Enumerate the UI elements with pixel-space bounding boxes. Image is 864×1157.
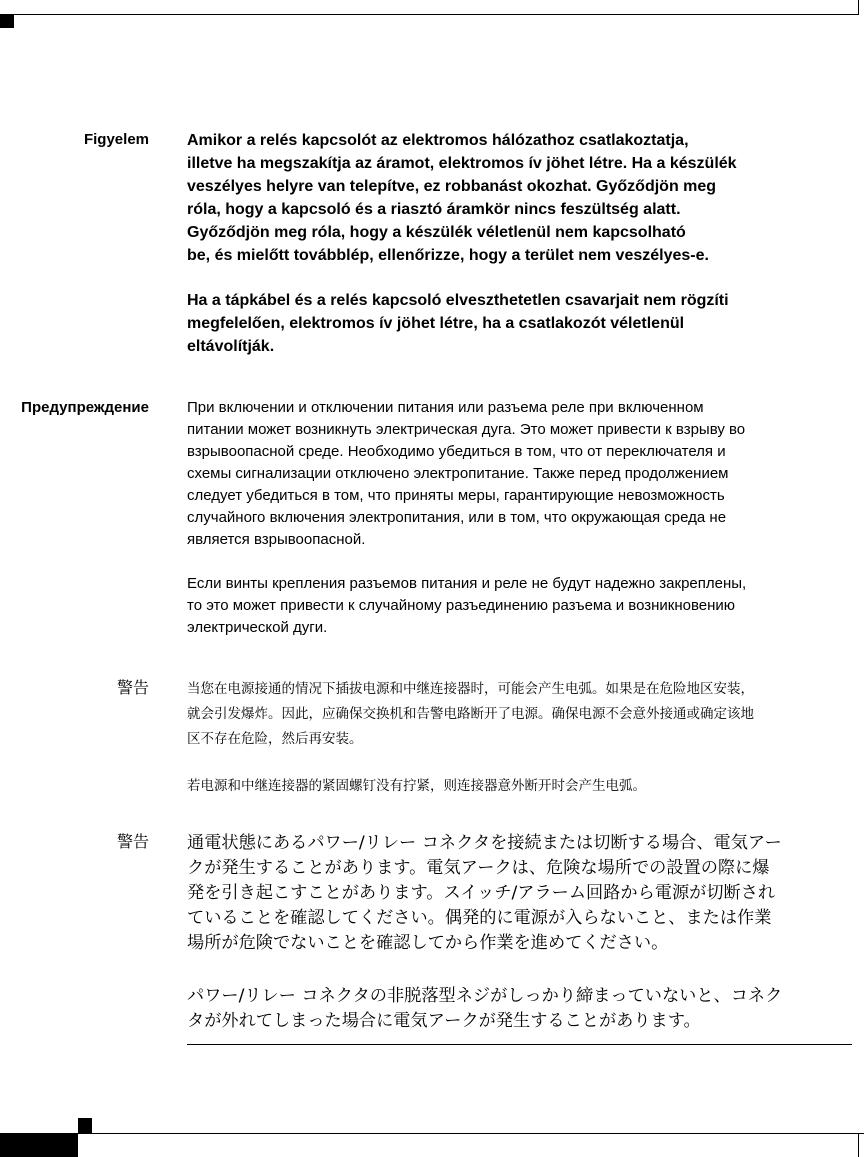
text-line: be, és mielőtt továbblép, ellenőrizze, hogy a terület nem veszélyes-e. [187, 247, 709, 264]
text-line: illetve ha megszakítja az áramot, elektromos ív jöhet létre. Ha a készülék [187, 155, 737, 172]
footer-marker [78, 1118, 92, 1133]
warning-label-hungarian: Figyelem [83, 131, 149, 148]
text-line: róla, hogy a kapcsoló és a riasztó áramkör nincs feszültség alatt. [187, 201, 681, 218]
text-line: 当您在电源接通的情况下插拔电源和中继连接器时，可能会产生电弧。如果是在危险地区安装， [187, 681, 754, 697]
paragraph [187, 573, 857, 639]
text-line: eltávolítják. [187, 338, 275, 355]
text-line: 場所が危険でないことを確認してから作業を進めてください。 [187, 933, 669, 953]
footer-corner-tick [858, 1133, 859, 1157]
text-line: Győződjön meg róla, hogy a készülék véletlenül nem kapcsolható [187, 224, 686, 241]
paragraph [187, 984, 857, 1034]
warning-label-japanese: 警告 [116, 832, 149, 851]
paragraph [187, 774, 857, 799]
text-line: 区不存在危险，然后再安装。 [187, 731, 363, 747]
text-line: 発を引き起こすことがあります。スイッチ/アラーム回路から電源が切断され [187, 883, 776, 903]
text-line: следует убедиться в том, что приняты меры, гарантирующие невозможность [187, 487, 725, 504]
text-line: Если винты крепления разъемов питания и реле не будут надежно закреплены, [187, 575, 747, 592]
text-line: ていることを確認してください。偶発的に電源が入らないこと、または作業 [187, 908, 772, 928]
section-end-rule [187, 1044, 852, 1045]
paragraph [187, 397, 857, 551]
warning-label-chinese: 警告 [116, 678, 149, 697]
text-line: то это может привести к случайному разъединению разъема и возникновению [187, 597, 736, 614]
footer-rule [0, 1133, 864, 1134]
text-line: 通電状態にあるパワー/リレー コネクタを接続または切断する場合、電気アー [187, 833, 782, 853]
paragraph [187, 289, 857, 358]
warning-body-russian [187, 397, 857, 639]
text-line: случайного включения электропитания, или в том, что окружающая среда не [187, 509, 727, 526]
text-line: является взрывоопасной. [187, 531, 366, 548]
text-line: クが発生することがあります。電気アークは、危険な場所での設置の際に爆 [187, 858, 770, 878]
text-line: veszélyes helyre van telepítve, ez robbanást okozhat. Győződjön meg [187, 178, 717, 195]
header-rule [0, 14, 859, 15]
text-line: схемы сигнализации отключено электропитание. Также перед продолжением [187, 465, 729, 482]
text-line: Amikor a relés kapcsolót az elektromos hálózathoz csatlakoztatja, [187, 132, 689, 149]
text-line: megfelelően, elektromos ív jöhet létre, ha a csatlakozót véletlenül [187, 315, 685, 332]
text-line: Ha a tápkábel és a relés kapcsoló elveszthetetlen csavarjait nem rögzíti [187, 292, 729, 309]
header-corner-tick [858, 0, 859, 15]
text-line: питании может возникнуть электрическая дуга. Это может привести к взрыву во [187, 421, 746, 438]
text-line: взрывоопасной среде. Необходимо убедиться в том, что от переключателя и [187, 443, 726, 460]
text-line: パワー/リレー コネクタの非脱落型ネジがしっかり締まっていないと、コネク [187, 986, 783, 1006]
warning-body-chinese [187, 677, 857, 799]
text-line: При включении и отключении питания или разъема реле при включенном [187, 399, 704, 416]
text-line: электрической дуги. [187, 619, 328, 636]
text-line: タが外れてしまった場合に電気アークが発生することがあります。 [187, 1011, 701, 1031]
paragraph [187, 677, 857, 752]
paragraph [187, 129, 857, 267]
text-line: 就会引发爆炸。因此，应确保交换机和告警电路断开了电源。确保电源不会意外接通或确定该地 [187, 706, 754, 722]
warning-label-russian: Предупреждение [21, 399, 149, 416]
text-line: 若电源和中继连接器的紧固螺钉没有拧紧，则连接器意外断开时会产生电弧。 [187, 778, 646, 794]
warning-body-japanese [187, 831, 857, 1034]
paragraph [187, 831, 857, 956]
header-marker [0, 15, 14, 28]
warning-body-hungarian [187, 129, 857, 358]
footer-bar [0, 1133, 78, 1157]
